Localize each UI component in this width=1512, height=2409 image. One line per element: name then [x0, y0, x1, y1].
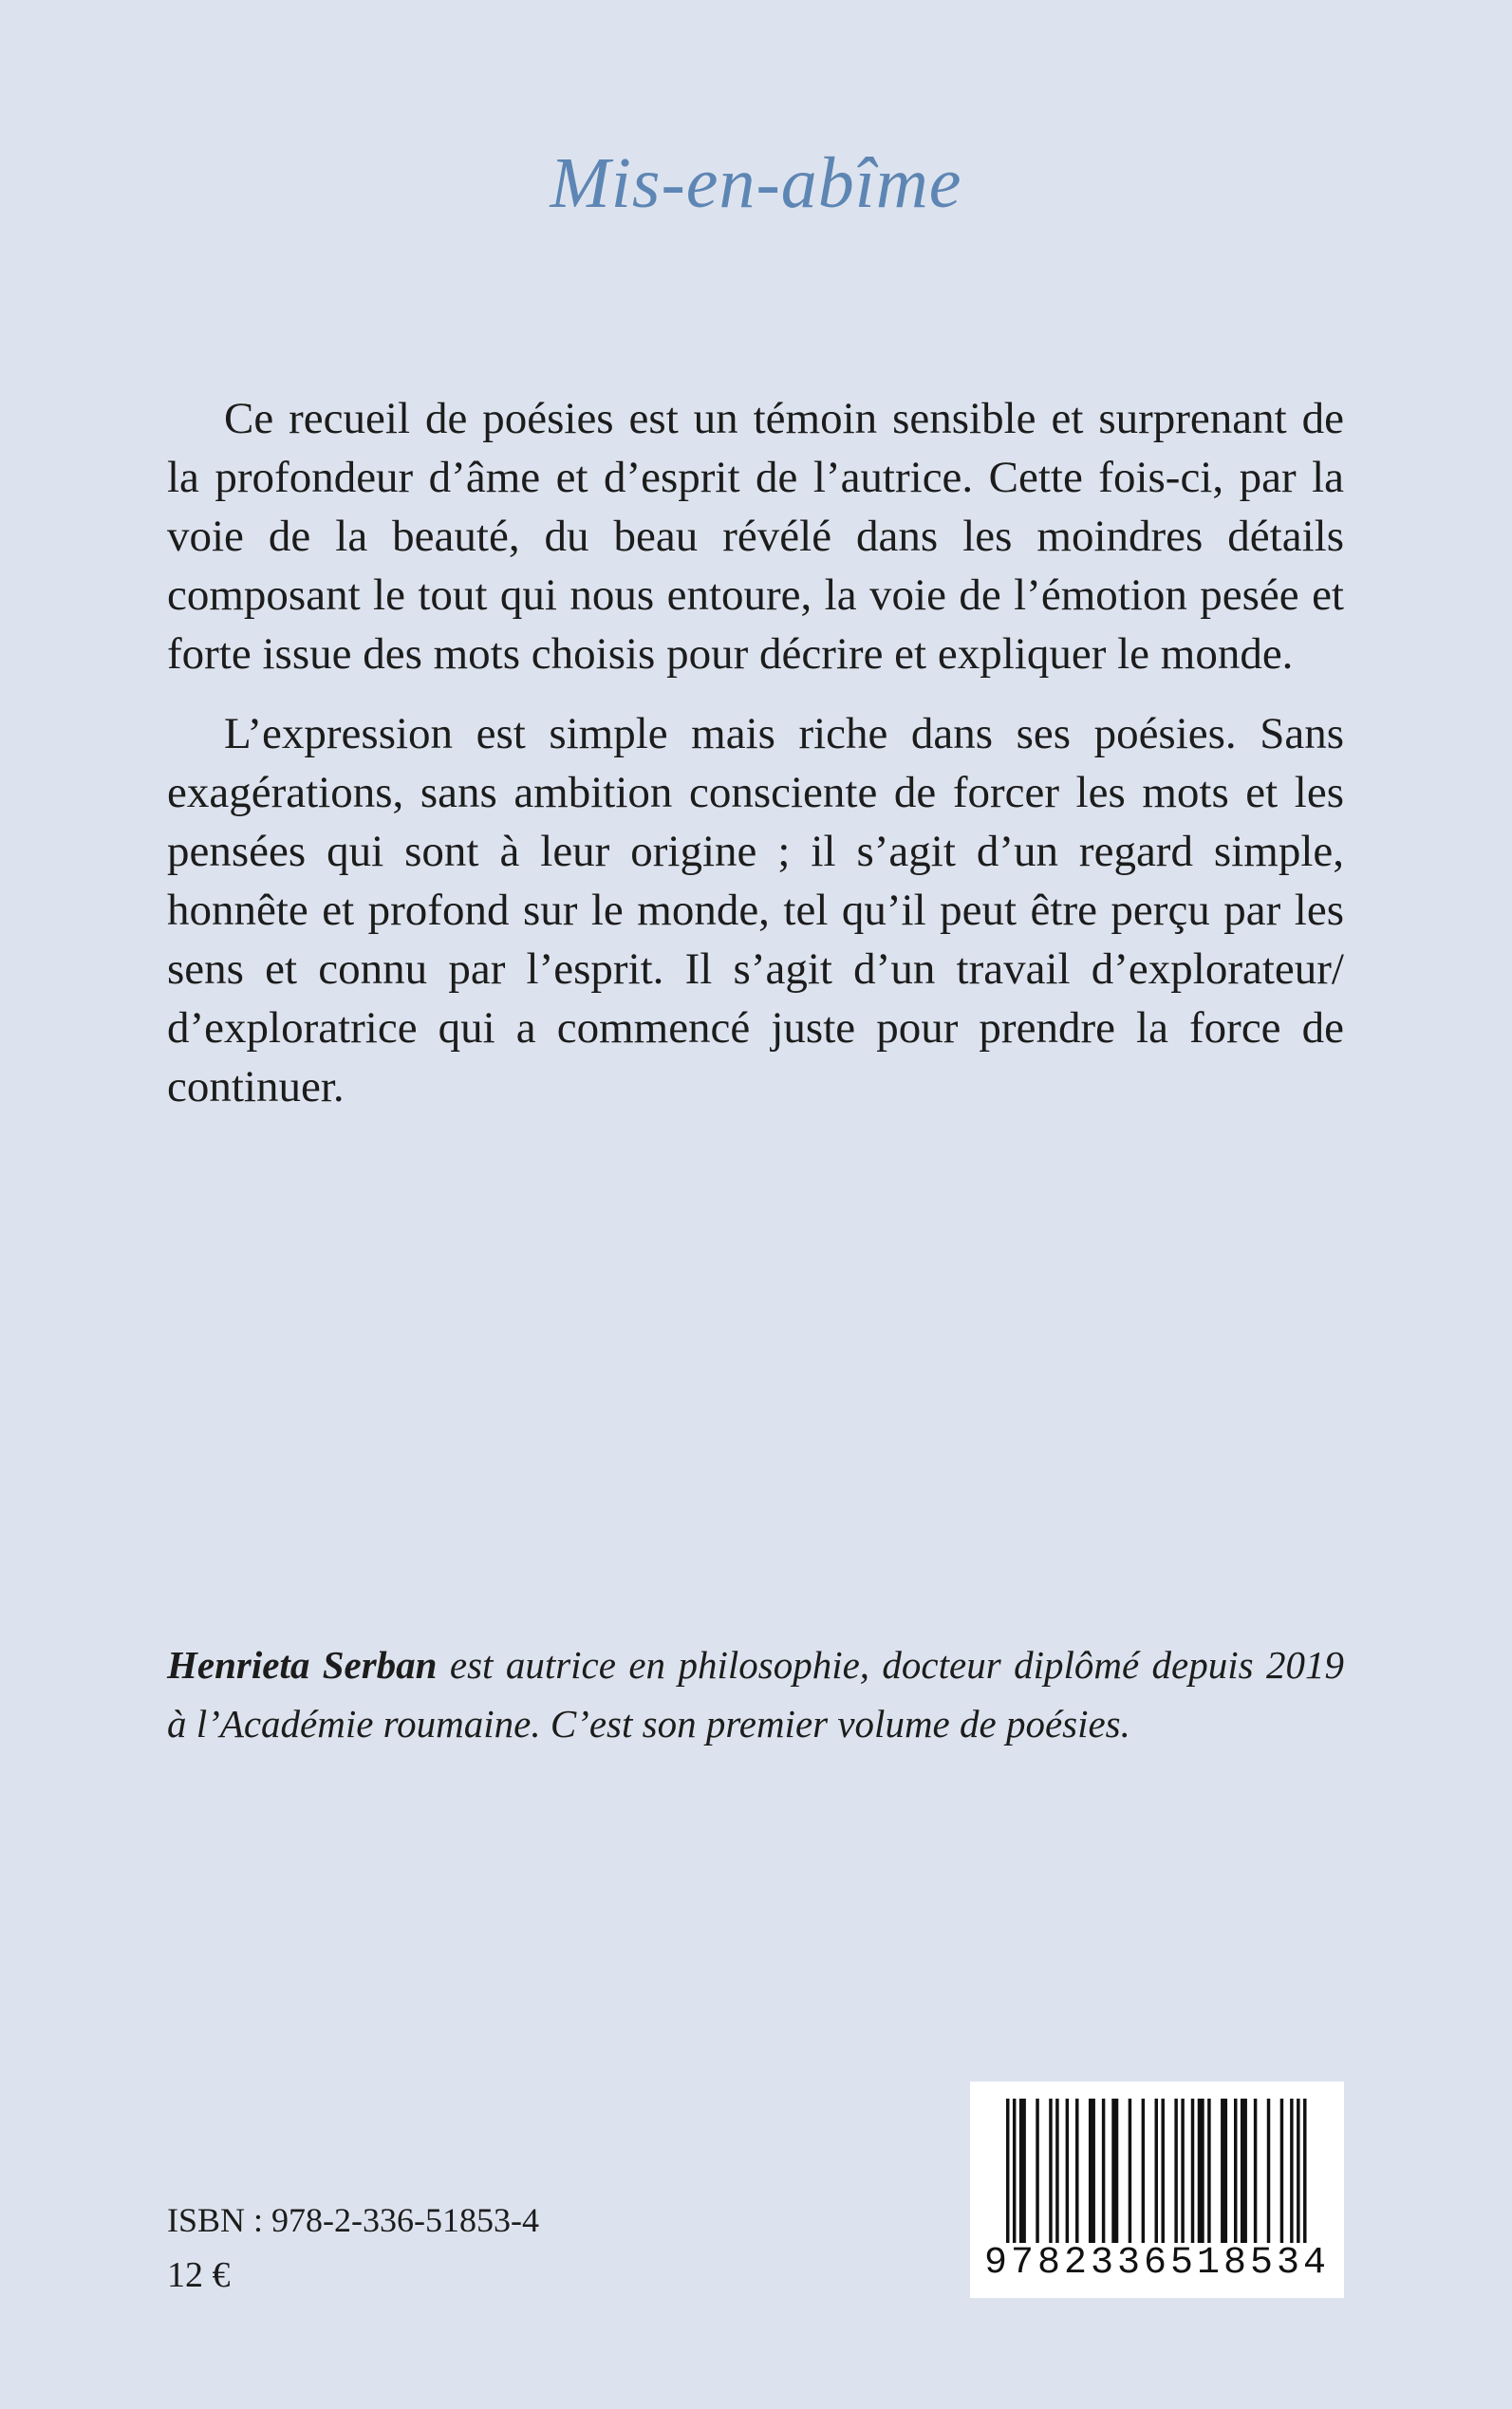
barcode-bar	[1019, 2099, 1026, 2243]
author-name: Henrieta Serban	[167, 1643, 438, 1687]
barcode-bar	[1055, 2099, 1058, 2243]
barcode-bar	[1221, 2099, 1227, 2243]
barcode-bar	[1207, 2099, 1210, 2243]
barcode-bar	[1089, 2099, 1095, 2243]
blurb-paragraph-1: Ce recueil de poésies est un témoin sensible et surprenant de la profondeur d’âme et d’esprit de l’autrice. Cette fois-ci, par la voie de la beauté, du beau révélé dans les moindres détails composant le tout qui nous entoure, la voie de l’émotion pesée et forte issue des mots choisis pour décrire et expliquer le monde.	[167, 394, 1344, 679]
barcode-bar	[1241, 2099, 1247, 2243]
barcode-bar	[1181, 2099, 1184, 2243]
book-title: Mis-en-abîme	[550, 143, 962, 223]
price: 12 €	[167, 2255, 231, 2295]
barcode-bar	[1174, 2099, 1177, 2243]
barcode-bar	[1297, 2099, 1299, 2243]
isbn: ISBN : 978-2-336-51853-4	[167, 2201, 539, 2239]
barcode-bar	[1036, 2099, 1038, 2243]
blurb	[167, 389, 1344, 1137]
barcode-bar	[1191, 2099, 1194, 2243]
barcode-bar	[1013, 2099, 1016, 2243]
barcode-bar	[1075, 2099, 1078, 2243]
author-bio	[167, 1635, 1344, 1753]
barcode-bar	[1198, 2099, 1204, 2243]
barcode-bar	[1280, 2099, 1283, 2243]
author-bio-text: est autrice en philosophie, docteur diplômé depuis 2019 à l’Académie roumaine. C’est son premier volume de poésies.	[167, 1643, 1344, 1746]
barcode-bar	[1254, 2099, 1257, 2243]
barcode	[970, 2082, 1344, 2298]
barcode-bar	[1111, 2099, 1118, 2243]
blurb-paragraph-2: L’expression est simple mais riche dans ses poésies. Sans exagérations, sans ambition consciente de forcer les mots et les pensées qui sont à leur origine ; il s’agit d’un regard simple, honnête et profond sur le monde, tel qu’il peut être perçu par les sens et connu par l’esprit. Il s’agit d’un travail d’explorateur/ d’exploratrice qui a commencé juste pour prendre la force de continuer.	[167, 709, 1344, 1111]
barcode-bar	[1161, 2099, 1164, 2243]
barcode-bar	[1234, 2099, 1237, 2243]
barcode-bar	[1290, 2099, 1293, 2243]
barcode-bar	[1142, 2099, 1145, 2243]
barcode-bar	[1006, 2099, 1009, 2243]
barcode-number: 9782336518534	[983, 2242, 1331, 2285]
barcode-bar	[1102, 2099, 1105, 2243]
barcode-bar	[1129, 2099, 1131, 2243]
barcode-bars	[1006, 2099, 1310, 2243]
barcode-bar	[1066, 2099, 1069, 2243]
barcode-bar	[1049, 2099, 1052, 2243]
barcode-bar	[1155, 2099, 1158, 2243]
barcode-bar	[1303, 2099, 1306, 2243]
barcode-bar	[1267, 2099, 1270, 2243]
